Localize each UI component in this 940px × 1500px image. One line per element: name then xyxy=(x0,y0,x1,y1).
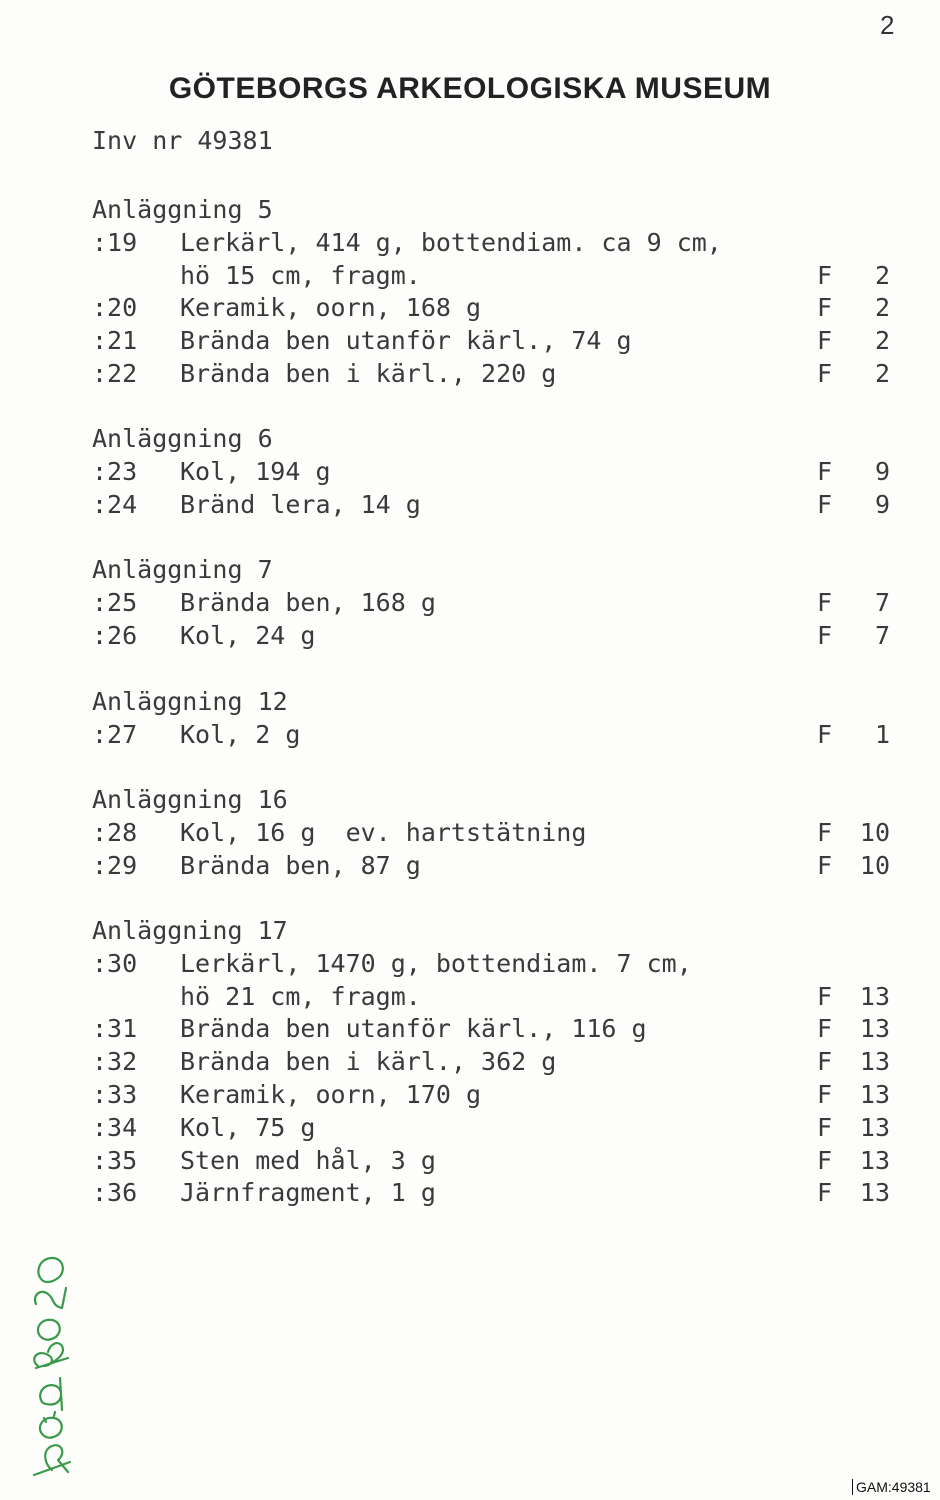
group-heading: Anläggning 16 xyxy=(92,785,288,814)
item-number: :26 xyxy=(92,620,138,650)
find-code-letter: F xyxy=(817,620,833,650)
find-code-number: 13 xyxy=(859,1112,890,1142)
find-code-number: 13 xyxy=(859,1178,890,1208)
item-description: Brända ben i kärl., 362 g xyxy=(180,1047,557,1077)
find-code-letter: F xyxy=(817,1080,833,1109)
find-code-letter: F xyxy=(817,587,833,617)
find-code-letter: F xyxy=(817,981,833,1011)
item-description-continued: hö 15 cm, fragm. xyxy=(180,260,421,290)
find-code-number: 13 xyxy=(859,981,890,1011)
group-heading: Anläggning 5 xyxy=(92,195,273,224)
find-code-letter: F xyxy=(817,817,833,847)
item-number: :29 xyxy=(92,850,138,880)
find-code-number: 9 xyxy=(874,456,890,486)
museum-title: GÖTEBORGS ARKEOLOGISKA MUSEUM xyxy=(168,72,772,105)
item-description: Brända ben, 168 g xyxy=(180,587,436,617)
item-description: Keramik, oorn, 168 g xyxy=(180,293,482,323)
find-code-letter: F xyxy=(817,293,833,323)
item-description: Kol, 16 g ev. hartstätning xyxy=(180,817,587,847)
page-number: 2 xyxy=(880,10,895,40)
find-code-letter: F xyxy=(817,1014,833,1044)
item-number: :20 xyxy=(92,293,138,323)
item-number: :33 xyxy=(92,1080,138,1109)
item-description: Bränd lera, 14 g xyxy=(180,489,421,519)
find-code-number: 2 xyxy=(874,359,890,388)
find-code-number: 2 xyxy=(874,260,890,290)
find-code-number: 9 xyxy=(874,489,890,519)
find-code-number: 7 xyxy=(874,587,890,617)
item-number: :31 xyxy=(92,1014,138,1044)
item-description: Kol, 75 g xyxy=(180,1112,316,1142)
item-number: :25 xyxy=(92,587,138,617)
find-code-letter: F xyxy=(817,1178,833,1208)
item-description: Keramik, oorn, 170 g xyxy=(180,1080,482,1109)
find-code-number: 13 xyxy=(859,1014,890,1044)
item-description: Kol, 24 g xyxy=(180,620,316,650)
item-number: :22 xyxy=(92,359,138,388)
inventory-number: Inv nr 49381 xyxy=(92,126,273,155)
item-number: :32 xyxy=(92,1047,138,1077)
find-code-letter: F xyxy=(817,326,833,356)
find-code-letter: F xyxy=(817,1145,833,1175)
find-code-number: 10 xyxy=(859,850,890,880)
find-code-letter: F xyxy=(817,1047,833,1077)
handwritten-note-rodbo-20 xyxy=(22,1250,82,1480)
item-number: :23 xyxy=(92,456,138,486)
group-heading: Anläggning 12 xyxy=(92,687,288,716)
group-heading: Anläggning 6 xyxy=(92,424,273,453)
find-code-letter: F xyxy=(817,456,833,486)
find-code-number: 10 xyxy=(859,817,890,847)
item-number: :30 xyxy=(92,948,138,978)
item-description: Sten med hål, 3 g xyxy=(180,1145,436,1175)
find-code-number: 13 xyxy=(859,1047,890,1077)
item-number: :28 xyxy=(92,817,138,847)
group-heading: Anläggning 7 xyxy=(92,555,273,584)
item-description: Lerkärl, 414 g, bottendiam. ca 9 cm, xyxy=(180,227,722,257)
find-code-number: 13 xyxy=(859,1145,890,1175)
item-description: Brända ben utanför kärl., 116 g xyxy=(180,1014,647,1044)
find-code-letter: F xyxy=(817,489,833,519)
item-description: Brända ben utanför kärl., 74 g xyxy=(180,326,632,356)
item-description: Järnfragment, 1 g xyxy=(180,1178,436,1208)
find-code-number: 2 xyxy=(874,293,890,323)
item-description: Kol, 2 g xyxy=(180,719,301,749)
item-description: Brända ben, 87 g xyxy=(180,850,421,880)
item-description-continued: hö 21 cm, fragm. xyxy=(180,981,421,1011)
item-number: :24 xyxy=(92,489,138,519)
item-description: Kol, 194 g xyxy=(180,456,331,486)
item-number: :36 xyxy=(92,1178,138,1208)
item-number: :19 xyxy=(92,227,138,257)
item-number: :21 xyxy=(92,326,138,356)
footer-code: GAM:49381 xyxy=(852,1479,931,1495)
find-code-number: 13 xyxy=(859,1080,890,1109)
item-number: :34 xyxy=(92,1112,138,1142)
find-code-letter: F xyxy=(817,260,833,290)
find-code-letter: F xyxy=(817,1112,833,1142)
item-number: :27 xyxy=(92,719,138,749)
find-code-letter: F xyxy=(817,719,833,749)
item-number: :35 xyxy=(92,1145,138,1175)
find-code-letter: F xyxy=(817,359,833,388)
find-code-number: 7 xyxy=(874,620,890,650)
find-code-number: 1 xyxy=(874,719,890,749)
group-heading: Anläggning 17 xyxy=(92,916,288,945)
item-description: Brända ben i kärl., 220 g xyxy=(180,359,557,388)
item-description: Lerkärl, 1470 g, bottendiam. 7 cm, xyxy=(180,948,692,978)
find-code-letter: F xyxy=(817,850,833,880)
find-code-number: 2 xyxy=(874,326,890,356)
